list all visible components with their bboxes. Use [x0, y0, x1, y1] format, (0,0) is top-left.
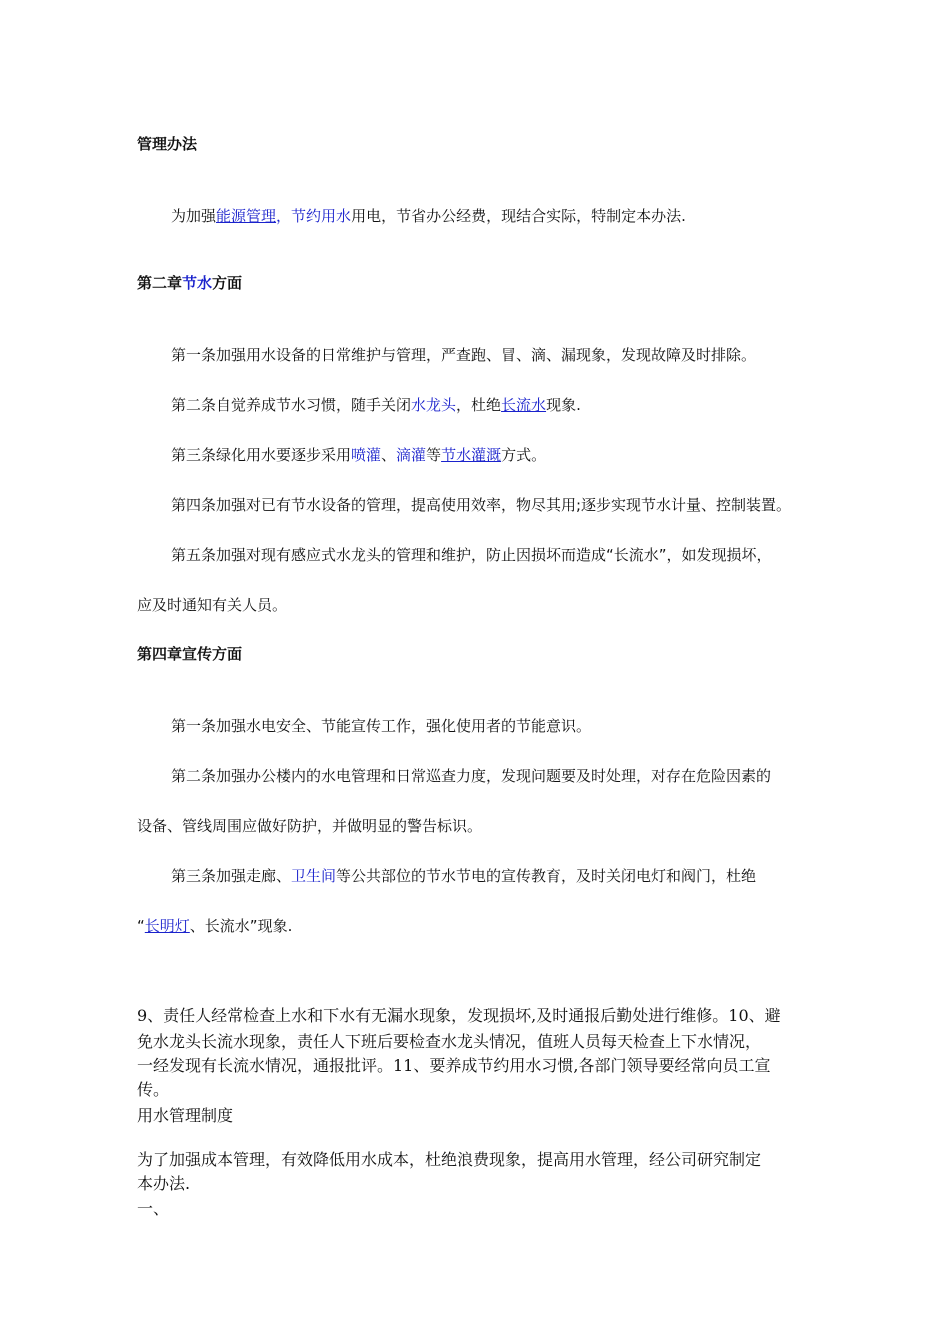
intro-comma: ， — [276, 207, 292, 225]
link-energy-management[interactable]: 能源管理 — [216, 207, 277, 225]
chapter4-article2-line2: 设备、管线周围应做好防护，并做明显的警告标识。 — [137, 817, 483, 835]
intro-text: 为加强 — [171, 207, 217, 225]
chapter2-article4: 第四条加强对已有节水设备的管理，提高使用效率，物尽其用;逐步实现节水计量、控制装置。 — [171, 496, 792, 514]
article3-text: 第三条绿化用水要逐步采用 — [171, 446, 352, 464]
chapter2-heading-keyword[interactable]: 节水 — [182, 274, 213, 292]
extra-line2: 免水龙头长流水现象，责任人下班后要检查水龙头情况，值班人员每天检查上下水情况， — [137, 1032, 762, 1051]
chapter2-heading-prefix: 第二章 — [137, 274, 183, 292]
extra-line4: 传。 — [137, 1080, 170, 1099]
article3-line1-text-end: 等公共部位的节水节电的宣传教育，及时关闭电灯和阀门，杜绝 — [336, 867, 757, 885]
article3-text-mid: 等 — [426, 446, 442, 464]
link-sprinkler-irrigation[interactable]: 喷灌 — [351, 446, 382, 464]
chapter2-article1: 第一条加强用水设备的日常维护与管理，严查跑、冒、滴、漏现象，发现故障及时排除。 — [171, 346, 757, 364]
link-water-saving[interactable]: 节约用水 — [291, 207, 352, 225]
chapter4-heading: 第四章宣传方面 — [137, 645, 243, 663]
article3-text-end: 方式。 — [501, 446, 547, 464]
article3-separator: 、 — [381, 446, 397, 464]
extra-line1: 9、责任人经常检查上水和下水有无漏水现象，发现损坏,及时通报后勤处进行维修。10、避 — [137, 1006, 781, 1025]
article2-text-mid: ，杜绝 — [456, 396, 502, 414]
link-restroom[interactable]: 卫生间 — [291, 867, 337, 885]
intro-text-end: 用电，节省办公经费，现结合实际，特制定本办法. — [351, 207, 686, 225]
article2-text-end: 现象. — [546, 396, 581, 414]
chapter4-article1: 第一条加强水电安全、节能宣传工作，强化使用者的节能意识。 — [171, 717, 592, 735]
water-management-para-line1: 为了加强成本管理，有效降低用水成本，杜绝浪费现象，提高用水管理，经公司研究制定 — [137, 1150, 762, 1169]
article3-line2-quote: “ — [137, 917, 145, 935]
water-management-heading: 用水管理制度 — [137, 1106, 234, 1125]
link-water-saving-irrigation[interactable]: 节水灌溉 — [441, 446, 502, 464]
water-management-para-line2: 本办法. — [137, 1174, 191, 1193]
link-running-water[interactable]: 长流水 — [501, 396, 547, 414]
article3-line2-text-end: 、长流水”现象. — [189, 917, 293, 935]
link-faucet[interactable]: 水龙头 — [411, 396, 457, 414]
chapter2-article2 — [171, 395, 581, 415]
page-title: 管理办法 — [137, 135, 198, 153]
link-drip-irrigation[interactable]: 滴灌 — [396, 446, 427, 464]
chapter4-article3-line1 — [171, 866, 756, 886]
chapter4-article3-line2 — [137, 916, 292, 936]
link-always-on-lights[interactable]: 长明灯 — [144, 917, 190, 935]
extra-line3: 一经发现有长流水情况，通报批评。11、要养成节约用水习惯,各部门领导要经常向员工宣 — [137, 1056, 771, 1075]
chapter2-heading-suffix: 方面 — [212, 274, 243, 292]
chapter2-article5-line1: 第五条加强对现有感应式水龙头的管理和维护，防止因损坏而造成“长流水”，如发现损坏， — [171, 546, 772, 564]
chapter4-article2-line1: 第二条加强办公楼内的水电管理和日常巡查力度，发现问题要及时处理，对存在危险因素的 — [171, 767, 772, 785]
chapter2-heading — [137, 273, 242, 293]
water-management-item: 一、 — [137, 1199, 170, 1218]
chapter2-article5-line2: 应及时通知有关人员。 — [137, 596, 288, 614]
article3-line1-text: 第三条加强走廊、 — [171, 867, 292, 885]
chapter2-article3 — [171, 445, 546, 465]
intro-paragraph — [171, 206, 686, 226]
article2-text: 第二条自觉养成节水习惯，随手关闭 — [171, 396, 412, 414]
